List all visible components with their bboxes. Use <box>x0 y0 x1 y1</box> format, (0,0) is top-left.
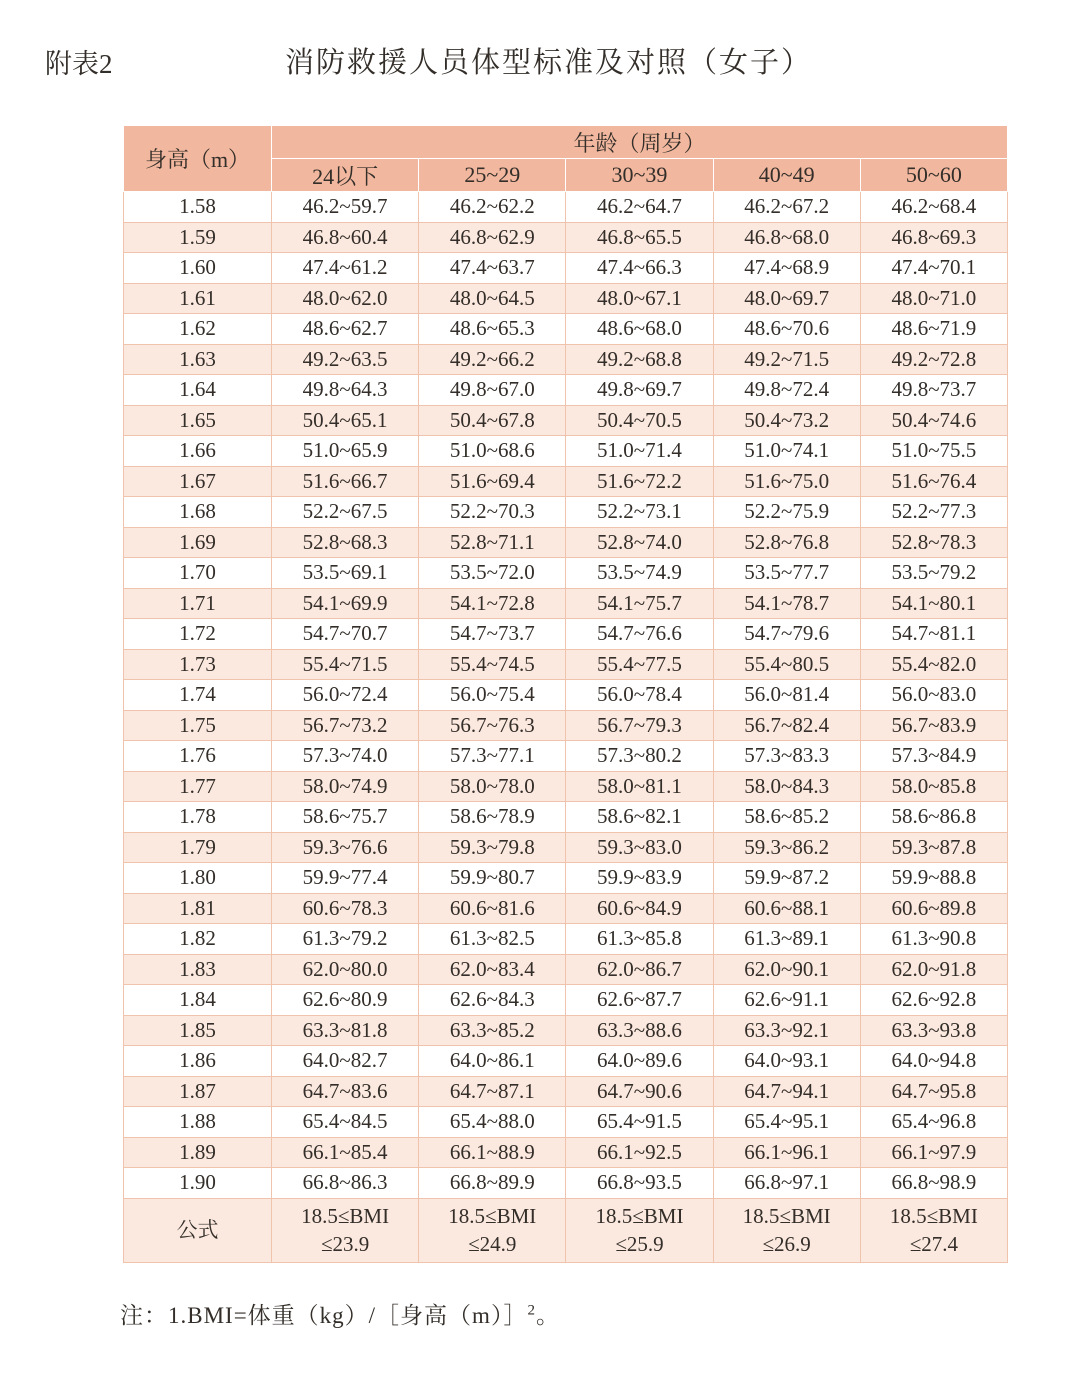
weight-range-cell: 47.4~63.7 <box>419 253 566 284</box>
weight-range-cell: 62.0~80.0 <box>272 954 419 985</box>
weight-range-cell: 57.3~83.3 <box>713 741 860 772</box>
weight-range-cell: 47.4~68.9 <box>713 253 860 284</box>
weight-range-cell: 64.7~94.1 <box>713 1076 860 1107</box>
weight-range-cell: 52.8~78.3 <box>860 527 1007 558</box>
weight-range-cell: 54.7~73.7 <box>419 619 566 650</box>
weight-range-cell: 60.6~88.1 <box>713 893 860 924</box>
weight-range-cell: 47.4~70.1 <box>860 253 1007 284</box>
table-row <box>124 802 1008 833</box>
table-row <box>124 588 1008 619</box>
table-row <box>124 924 1008 955</box>
weight-range-cell: 56.0~83.0 <box>860 680 1007 711</box>
weight-range-cell: 58.6~82.1 <box>566 802 713 833</box>
weight-range-cell: 51.6~72.2 <box>566 466 713 497</box>
weight-range-cell: 65.4~84.5 <box>272 1107 419 1138</box>
age-header-row <box>124 126 1008 159</box>
weight-range-cell: 50.4~67.8 <box>419 405 566 436</box>
weight-range-cell: 63.3~81.8 <box>272 1015 419 1046</box>
height-column-header: 身高（m） <box>124 126 272 192</box>
weight-range-cell: 66.1~97.9 <box>860 1137 1007 1168</box>
table-row <box>124 741 1008 772</box>
height-cell: 1.82 <box>124 924 272 955</box>
table-row <box>124 1046 1008 1077</box>
weight-range-cell: 61.3~82.5 <box>419 924 566 955</box>
weight-range-cell: 54.1~80.1 <box>860 588 1007 619</box>
weight-range-cell: 64.0~89.6 <box>566 1046 713 1077</box>
weight-range-cell: 48.0~67.1 <box>566 283 713 314</box>
table-row <box>124 893 1008 924</box>
weight-range-cell: 58.0~74.9 <box>272 771 419 802</box>
weight-range-cell: 62.6~84.3 <box>419 985 566 1016</box>
weight-range-cell: 51.0~74.1 <box>713 436 860 467</box>
page-title: 消防救援人员体型标准及对照（女子） <box>285 47 813 79</box>
weight-range-cell: 62.0~90.1 <box>713 954 860 985</box>
height-cell: 1.79 <box>124 832 272 863</box>
weight-range-cell: 61.3~79.2 <box>272 924 419 955</box>
weight-range-cell: 61.3~89.1 <box>713 924 860 955</box>
weight-range-cell: 59.3~83.0 <box>566 832 713 863</box>
weight-range-cell: 49.2~68.8 <box>566 344 713 375</box>
weight-range-cell: 53.5~72.0 <box>419 558 566 589</box>
weight-range-cell: 63.3~92.1 <box>713 1015 860 1046</box>
age-group-header: 24以下 <box>272 159 419 192</box>
table-row <box>124 954 1008 985</box>
table-row <box>124 771 1008 802</box>
table-row <box>124 619 1008 650</box>
height-cell: 1.63 <box>124 344 272 375</box>
weight-range-cell: 66.8~86.3 <box>272 1168 419 1199</box>
age-group-header: 50~60 <box>860 159 1007 192</box>
weight-range-cell: 56.7~79.3 <box>566 710 713 741</box>
table-row <box>124 436 1008 467</box>
height-cell: 1.88 <box>124 1107 272 1138</box>
weight-range-cell: 52.2~77.3 <box>860 497 1007 528</box>
weight-range-cell: 60.6~78.3 <box>272 893 419 924</box>
weight-range-cell: 50.4~74.6 <box>860 405 1007 436</box>
weight-range-cell: 51.6~75.0 <box>713 466 860 497</box>
weight-range-cell: 56.0~81.4 <box>713 680 860 711</box>
weight-range-cell: 64.0~86.1 <box>419 1046 566 1077</box>
weight-range-cell: 64.7~87.1 <box>419 1076 566 1107</box>
weight-range-cell: 66.1~85.4 <box>272 1137 419 1168</box>
weight-range-cell: 52.2~73.1 <box>566 497 713 528</box>
table-row <box>124 1168 1008 1199</box>
age-group-header: 40~49 <box>713 159 860 192</box>
height-cell: 1.87 <box>124 1076 272 1107</box>
weight-range-cell: 52.8~74.0 <box>566 527 713 558</box>
weight-range-cell: 53.5~74.9 <box>566 558 713 589</box>
weight-range-cell: 50.4~65.1 <box>272 405 419 436</box>
table-row <box>124 649 1008 680</box>
weight-range-cell: 56.7~83.9 <box>860 710 1007 741</box>
height-cell: 1.61 <box>124 283 272 314</box>
weight-range-cell: 64.0~93.1 <box>713 1046 860 1077</box>
weight-range-cell: 46.2~64.7 <box>566 192 713 223</box>
weight-range-cell: 52.2~75.9 <box>713 497 860 528</box>
formula-label-cell: 公式 <box>124 1198 272 1262</box>
weight-range-cell: 59.3~76.6 <box>272 832 419 863</box>
height-cell: 1.76 <box>124 741 272 772</box>
weight-range-cell: 63.3~85.2 <box>419 1015 566 1046</box>
height-cell: 1.77 <box>124 771 272 802</box>
weight-range-cell: 48.0~71.0 <box>860 283 1007 314</box>
weight-range-cell: 56.0~75.4 <box>419 680 566 711</box>
weight-range-cell: 50.4~73.2 <box>713 405 860 436</box>
weight-range-cell: 46.2~68.4 <box>860 192 1007 223</box>
weight-range-cell: 65.4~95.1 <box>713 1107 860 1138</box>
table-row <box>124 497 1008 528</box>
weight-range-cell: 66.8~98.9 <box>860 1168 1007 1199</box>
table-row <box>124 405 1008 436</box>
weight-range-cell: 54.7~79.6 <box>713 619 860 650</box>
height-cell: 1.64 <box>124 375 272 406</box>
weight-range-cell: 59.3~86.2 <box>713 832 860 863</box>
height-cell: 1.90 <box>124 1168 272 1199</box>
table-row <box>124 680 1008 711</box>
weight-range-cell: 56.7~76.3 <box>419 710 566 741</box>
weight-range-cell: 58.0~81.1 <box>566 771 713 802</box>
weight-range-cell: 51.6~69.4 <box>419 466 566 497</box>
table-row <box>124 1107 1008 1138</box>
weight-range-cell: 53.5~69.1 <box>272 558 419 589</box>
weight-range-cell: 58.0~84.3 <box>713 771 860 802</box>
weight-range-cell: 48.0~64.5 <box>419 283 566 314</box>
weight-range-cell: 60.6~84.9 <box>566 893 713 924</box>
weight-range-cell: 66.8~97.1 <box>713 1168 860 1199</box>
weight-range-cell: 47.4~66.3 <box>566 253 713 284</box>
weight-range-cell: 56.7~73.2 <box>272 710 419 741</box>
table-row <box>124 314 1008 345</box>
weight-range-cell: 54.7~81.1 <box>860 619 1007 650</box>
weight-range-cell: 54.1~69.9 <box>272 588 419 619</box>
formula-row <box>124 1198 1008 1262</box>
weight-range-cell: 51.6~76.4 <box>860 466 1007 497</box>
weight-range-cell: 65.4~88.0 <box>419 1107 566 1138</box>
weight-range-cell: 49.2~66.2 <box>419 344 566 375</box>
height-cell: 1.70 <box>124 558 272 589</box>
weight-range-cell: 64.0~82.7 <box>272 1046 419 1077</box>
weight-range-cell: 63.3~88.6 <box>566 1015 713 1046</box>
weight-range-cell: 49.8~72.4 <box>713 375 860 406</box>
weight-range-cell: 54.1~75.7 <box>566 588 713 619</box>
weight-range-cell: 49.8~67.0 <box>419 375 566 406</box>
weight-range-cell: 63.3~93.8 <box>860 1015 1007 1046</box>
weight-range-cell: 58.0~78.0 <box>419 771 566 802</box>
table-header <box>124 126 1008 192</box>
height-cell: 1.65 <box>124 405 272 436</box>
footnote <box>120 1297 560 1330</box>
weight-range-cell: 52.8~68.3 <box>272 527 419 558</box>
formula-cell: 18.5≤BMI ≤25.9 <box>566 1198 713 1262</box>
height-cell: 1.78 <box>124 802 272 833</box>
weight-range-cell: 66.1~88.9 <box>419 1137 566 1168</box>
weight-range-cell: 54.1~78.7 <box>713 588 860 619</box>
height-cell: 1.58 <box>124 192 272 223</box>
height-cell: 1.62 <box>124 314 272 345</box>
table-row <box>124 710 1008 741</box>
weight-range-cell: 48.0~62.0 <box>272 283 419 314</box>
weight-range-cell: 64.7~95.8 <box>860 1076 1007 1107</box>
height-cell: 1.72 <box>124 619 272 650</box>
weight-range-cell: 51.0~68.6 <box>419 436 566 467</box>
weight-range-cell: 64.7~90.6 <box>566 1076 713 1107</box>
weight-range-cell: 62.6~92.8 <box>860 985 1007 1016</box>
table-row <box>124 1015 1008 1046</box>
footnote-text: 注：1.BMI=体重（kg）/［身高（m）］ <box>120 1303 528 1328</box>
height-cell: 1.69 <box>124 527 272 558</box>
age-group-header: 30~39 <box>566 159 713 192</box>
weight-range-cell: 66.1~92.5 <box>566 1137 713 1168</box>
weight-range-cell: 48.6~71.9 <box>860 314 1007 345</box>
weight-range-cell: 48.6~65.3 <box>419 314 566 345</box>
table-row <box>124 344 1008 375</box>
weight-range-cell: 62.6~87.7 <box>566 985 713 1016</box>
height-cell: 1.60 <box>124 253 272 284</box>
weight-range-cell: 49.8~69.7 <box>566 375 713 406</box>
weight-range-cell: 51.0~75.5 <box>860 436 1007 467</box>
weight-range-cell: 47.4~61.2 <box>272 253 419 284</box>
weight-range-cell: 55.4~77.5 <box>566 649 713 680</box>
weight-range-cell: 46.8~62.9 <box>419 222 566 253</box>
weight-range-cell: 56.0~78.4 <box>566 680 713 711</box>
weight-range-cell: 52.2~70.3 <box>419 497 566 528</box>
table-row <box>124 375 1008 406</box>
table-footer <box>124 1198 1008 1262</box>
height-cell: 1.84 <box>124 985 272 1016</box>
table-row <box>124 985 1008 1016</box>
weight-range-cell: 57.3~84.9 <box>860 741 1007 772</box>
weight-range-cell: 49.8~64.3 <box>272 375 419 406</box>
table-row <box>124 192 1008 223</box>
weight-range-cell: 58.6~75.7 <box>272 802 419 833</box>
weight-range-cell: 65.4~96.8 <box>860 1107 1007 1138</box>
weight-range-cell: 48.6~70.6 <box>713 314 860 345</box>
weight-range-cell: 58.6~86.8 <box>860 802 1007 833</box>
weight-range-cell: 54.7~70.7 <box>272 619 419 650</box>
weight-range-cell: 46.2~59.7 <box>272 192 419 223</box>
table-row <box>124 1076 1008 1107</box>
weight-range-cell: 55.4~82.0 <box>860 649 1007 680</box>
weight-range-cell: 59.9~80.7 <box>419 863 566 894</box>
weight-range-cell: 60.6~89.8 <box>860 893 1007 924</box>
weight-range-cell: 46.8~69.3 <box>860 222 1007 253</box>
weight-range-cell: 49.2~72.8 <box>860 344 1007 375</box>
height-cell: 1.83 <box>124 954 272 985</box>
weight-range-cell: 53.5~79.2 <box>860 558 1007 589</box>
weight-range-cell: 52.8~71.1 <box>419 527 566 558</box>
weight-range-cell: 66.8~89.9 <box>419 1168 566 1199</box>
weight-range-cell: 51.0~71.4 <box>566 436 713 467</box>
weight-range-cell: 54.7~76.6 <box>566 619 713 650</box>
weight-range-cell: 46.8~65.5 <box>566 222 713 253</box>
age-group-header: 25~29 <box>419 159 566 192</box>
weight-range-cell: 59.3~79.8 <box>419 832 566 863</box>
weight-range-cell: 46.8~60.4 <box>272 222 419 253</box>
weight-range-cell: 61.3~90.8 <box>860 924 1007 955</box>
table-row <box>124 466 1008 497</box>
weight-range-cell: 52.2~67.5 <box>272 497 419 528</box>
table-row <box>124 558 1008 589</box>
weight-range-cell: 59.9~77.4 <box>272 863 419 894</box>
table-row <box>124 863 1008 894</box>
height-cell: 1.71 <box>124 588 272 619</box>
weight-range-cell: 55.4~71.5 <box>272 649 419 680</box>
weight-range-cell: 46.8~68.0 <box>713 222 860 253</box>
age-group-header-title: 年龄（周岁） <box>272 126 1008 159</box>
formula-cell: 18.5≤BMI ≤27.4 <box>860 1198 1007 1262</box>
weight-range-cell: 62.6~80.9 <box>272 985 419 1016</box>
height-cell: 1.86 <box>124 1046 272 1077</box>
height-cell: 1.73 <box>124 649 272 680</box>
weight-range-cell: 59.3~87.8 <box>860 832 1007 863</box>
weight-range-cell: 51.6~66.7 <box>272 466 419 497</box>
weight-range-cell: 46.2~62.2 <box>419 192 566 223</box>
weight-range-cell: 59.9~87.2 <box>713 863 860 894</box>
weight-range-cell: 59.9~88.8 <box>860 863 1007 894</box>
weight-range-cell: 64.7~83.6 <box>272 1076 419 1107</box>
weight-range-cell: 60.6~81.6 <box>419 893 566 924</box>
weight-range-cell: 55.4~74.5 <box>419 649 566 680</box>
weight-range-cell: 48.0~69.7 <box>713 283 860 314</box>
weight-range-cell: 61.3~85.8 <box>566 924 713 955</box>
weight-range-cell: 64.0~94.8 <box>860 1046 1007 1077</box>
weight-range-cell: 62.0~91.8 <box>860 954 1007 985</box>
weight-range-cell: 50.4~70.5 <box>566 405 713 436</box>
table-body <box>124 192 1008 1199</box>
weight-range-cell: 58.0~85.8 <box>860 771 1007 802</box>
table-row <box>124 527 1008 558</box>
weight-range-cell: 48.6~68.0 <box>566 314 713 345</box>
table-row <box>124 832 1008 863</box>
height-cell: 1.80 <box>124 863 272 894</box>
weight-range-cell: 66.8~93.5 <box>566 1168 713 1199</box>
weight-range-cell: 56.7~82.4 <box>713 710 860 741</box>
weight-range-cell: 58.6~78.9 <box>419 802 566 833</box>
weight-range-cell: 55.4~80.5 <box>713 649 860 680</box>
footnote-period: 。 <box>535 1303 560 1328</box>
weight-range-cell: 62.6~91.1 <box>713 985 860 1016</box>
height-cell: 1.67 <box>124 466 272 497</box>
weight-range-cell: 49.2~63.5 <box>272 344 419 375</box>
height-cell: 1.66 <box>124 436 272 467</box>
weight-range-cell: 46.2~67.2 <box>713 192 860 223</box>
bmi-standard-table <box>123 125 1008 1263</box>
height-cell: 1.68 <box>124 497 272 528</box>
height-cell: 1.74 <box>124 680 272 711</box>
height-cell: 1.85 <box>124 1015 272 1046</box>
weight-range-cell: 49.2~71.5 <box>713 344 860 375</box>
weight-range-cell: 59.9~83.9 <box>566 863 713 894</box>
weight-range-cell: 52.8~76.8 <box>713 527 860 558</box>
formula-cell: 18.5≤BMI ≤24.9 <box>419 1198 566 1262</box>
weight-range-cell: 58.6~85.2 <box>713 802 860 833</box>
weight-range-cell: 65.4~91.5 <box>566 1107 713 1138</box>
height-cell: 1.81 <box>124 893 272 924</box>
weight-range-cell: 57.3~74.0 <box>272 741 419 772</box>
weight-range-cell: 62.0~83.4 <box>419 954 566 985</box>
weight-range-cell: 51.0~65.9 <box>272 436 419 467</box>
height-cell: 1.75 <box>124 710 272 741</box>
formula-cell: 18.5≤BMI ≤23.9 <box>272 1198 419 1262</box>
height-cell: 1.59 <box>124 222 272 253</box>
footnote-superscript: 2 <box>527 1302 536 1319</box>
weight-range-cell: 62.0~86.7 <box>566 954 713 985</box>
weight-range-cell: 53.5~77.7 <box>713 558 860 589</box>
table-row <box>124 1137 1008 1168</box>
weight-range-cell: 49.8~73.7 <box>860 375 1007 406</box>
weight-range-cell: 57.3~77.1 <box>419 741 566 772</box>
formula-cell: 18.5≤BMI ≤26.9 <box>713 1198 860 1262</box>
weight-range-cell: 66.1~96.1 <box>713 1137 860 1168</box>
weight-range-cell: 54.1~72.8 <box>419 588 566 619</box>
weight-range-cell: 56.0~72.4 <box>272 680 419 711</box>
table-row <box>124 222 1008 253</box>
attachment-label: 附表2 <box>45 49 113 79</box>
table-row <box>124 253 1008 284</box>
table-row <box>124 283 1008 314</box>
weight-range-cell: 48.6~62.7 <box>272 314 419 345</box>
weight-range-cell: 57.3~80.2 <box>566 741 713 772</box>
height-cell: 1.89 <box>124 1137 272 1168</box>
